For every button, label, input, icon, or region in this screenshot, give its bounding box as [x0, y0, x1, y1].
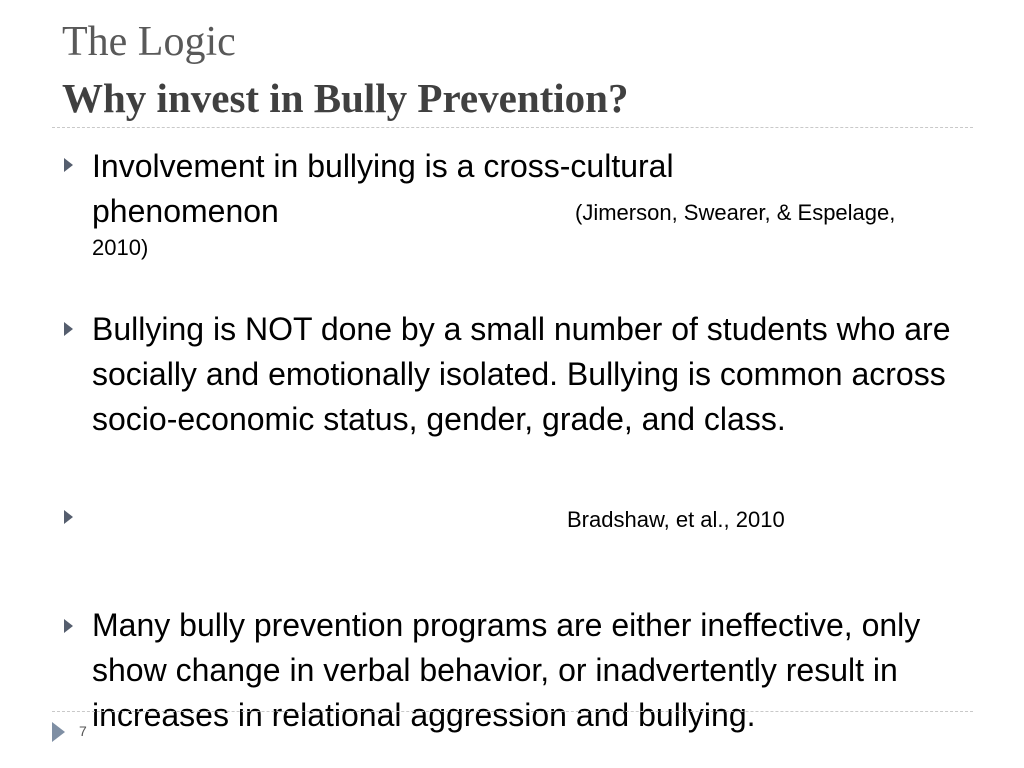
bullet-1-citation: (Jimerson, Swearer, & Espelage,: [575, 200, 896, 225]
title-divider: [52, 127, 973, 128]
bullet-3-citation: Bradshaw, et al., 2010: [567, 507, 785, 532]
slide-subtitle: Why invest in Bully Prevention?: [62, 75, 629, 121]
bullet-triangle-icon: [64, 510, 73, 524]
footer-triangle-icon: [52, 722, 65, 742]
footer-divider: [52, 711, 973, 712]
bullet-1-line-2: phenomenon: [92, 193, 279, 229]
bullet-1-citation-cont: 2010): [92, 235, 149, 260]
bullet-triangle-icon: [64, 619, 73, 633]
slide-title: The Logic: [62, 19, 236, 65]
bullet-triangle-icon: [64, 322, 73, 336]
bullet-1-line-1: Involvement in bullying is a cross-cultural: [92, 148, 674, 184]
bullet-triangle-icon: [64, 158, 73, 172]
bullet-4-text: Many bully prevention programs are either ineffective, only show change in verbal behavior, or inadvertently result in increases in relational aggression and bullying.: [92, 607, 921, 733]
slide-number: 7: [79, 723, 87, 739]
bullet-2-text: Bullying is NOT done by a small number of students who are socially and emotionally isolated. Bullying is common across socio-economic status, gender, grade, and class.: [92, 311, 951, 437]
